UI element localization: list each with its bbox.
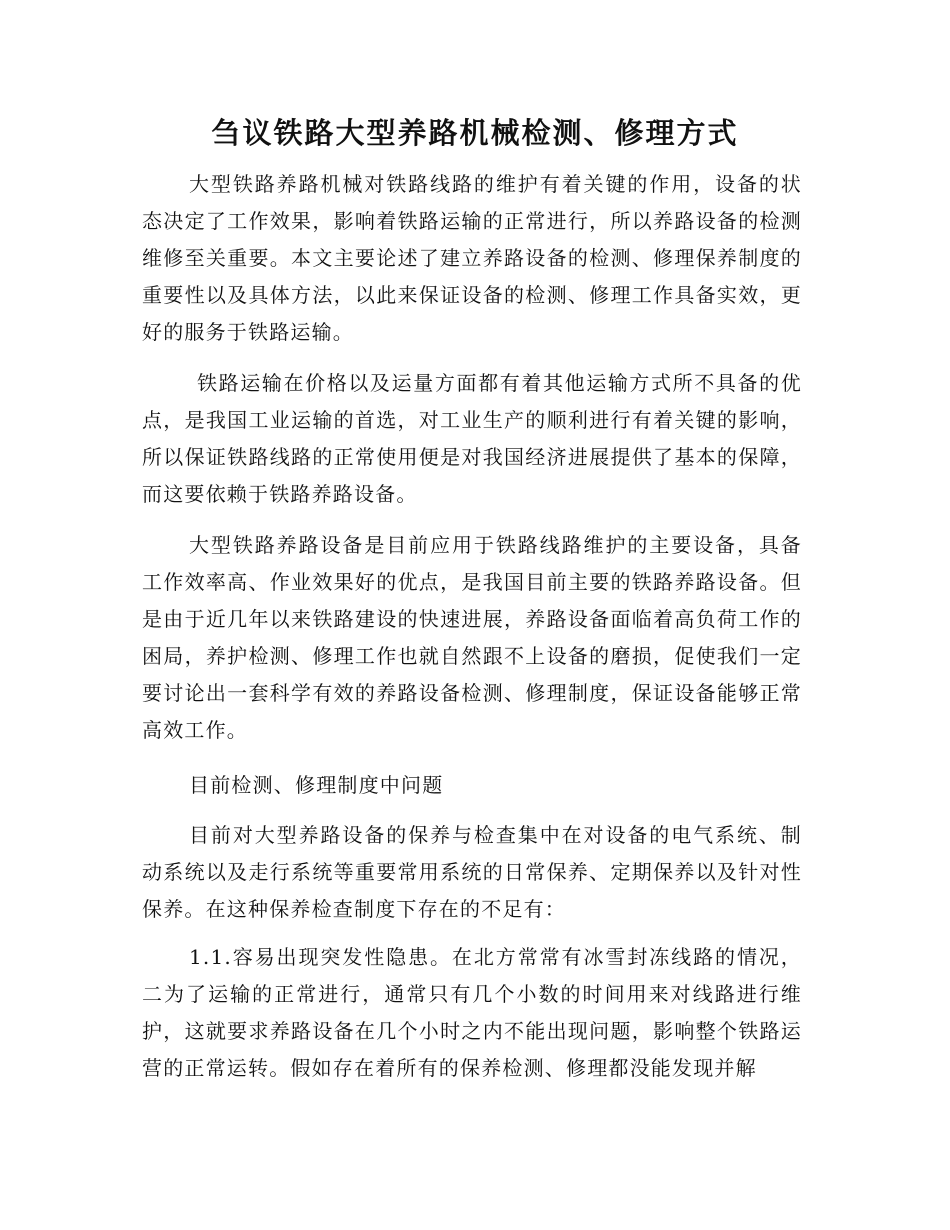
paragraph-point-1-1: 1.1.容易出现突发性隐患。在北方常常有冰雪封冻线路的情况，二为了运输的正常进行，通常只有几个小数的时间用来对线路进行维护，这就要求养路设备在几个小时之内不能出现问题，影响整个铁路运营的正常运转。假如存在着所有的保养检测、修理都没能发现并解 <box>142 945 802 1080</box>
paragraph-intro: 大型铁路养路机械对铁路线路的维护有着关键的作用，设备的状态决定了工作效果，影响着铁路运输的正常进行，所以养路设备的检测维修至关重要。本文主要论述了建立养路设备的检测、修理保养制度的重要性以及具体方法，以此来保证设备的检测、修理工作具备实效，更好的服务于铁路运输。 <box>142 172 802 344</box>
section-heading: 目前检测、修理制度中问题 <box>189 773 444 797</box>
document-title: 刍议铁路大型养路机械检测、修理方式 <box>211 116 739 150</box>
paragraph-maintenance-equipment: 大型铁路养路设备是目前应用于铁路线路维护的主要设备，具备工作效率高、作业效果好的优点，是我国目前主要的铁路养路设备。但是由于近几年以来铁路建设的快速进展，养路设备面临着高负荷工作的困局，养护检测、修理工作也就自然跟不上设备的磨损，促使我们一定要讨论出一套科学有效的养路设备检测、修理制度，保证设备能够正常高效工作。 <box>142 533 802 742</box>
paragraph-current-inspection: 目前对大型养路设备的保养与检查集中在对设备的电气系统、制动系统以及走行系统等重要常用系统的日常保养、定期保养以及针对性保养。在这种保养检查制度下存在的不足有： <box>142 823 802 921</box>
paragraph-railway-transport: 铁路运输在价格以及运量方面都有着其他运输方式所不具备的优点，是我国工业运输的首选，对工业生产的顺利进行有着关键的影响，所以保证铁路线路的正常使用便是对我国经济进展提供了基本的保障，而这要依赖于铁路养路设备。 <box>142 371 802 506</box>
